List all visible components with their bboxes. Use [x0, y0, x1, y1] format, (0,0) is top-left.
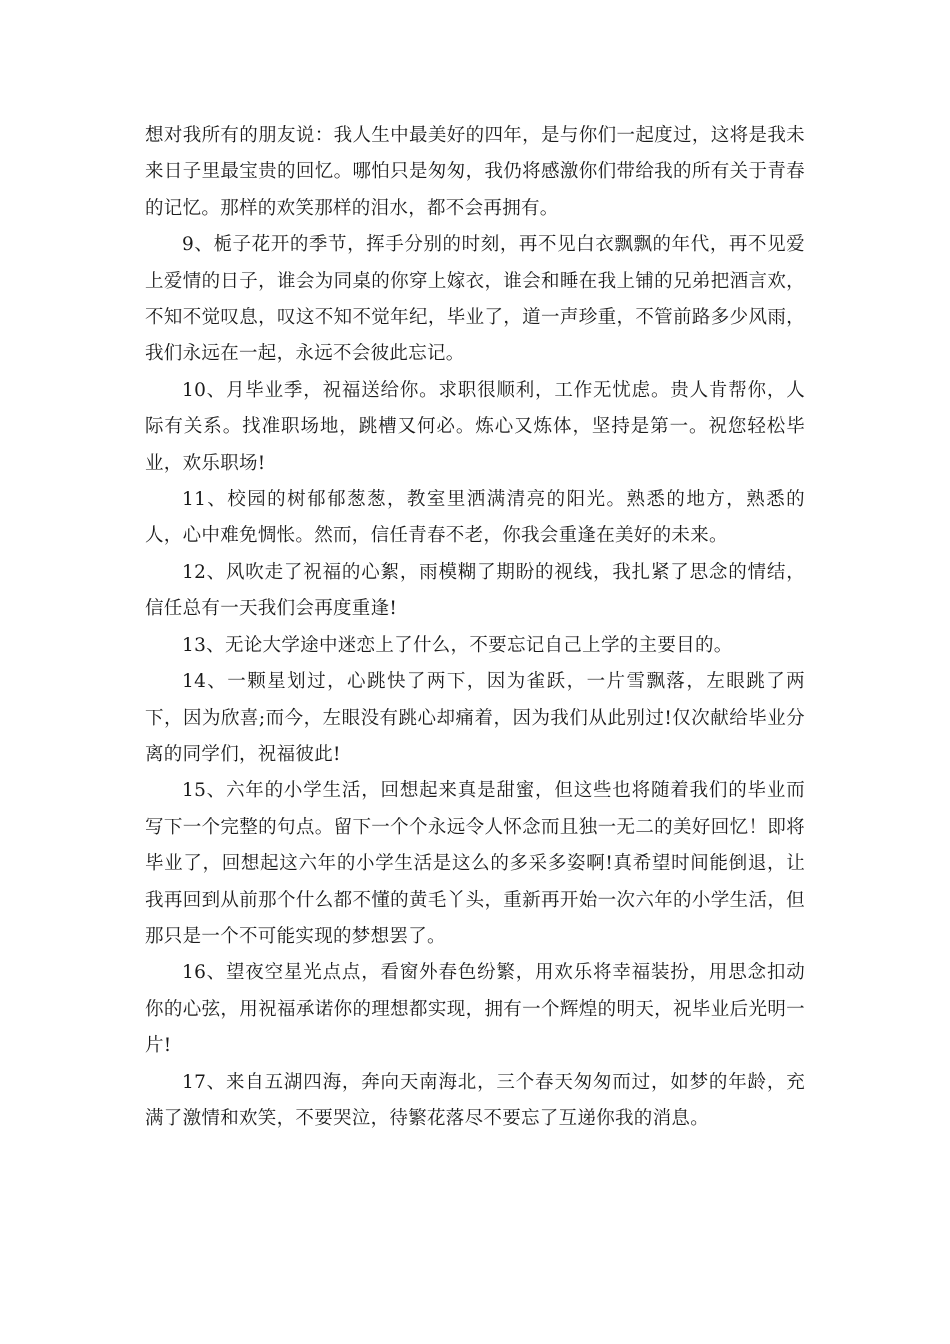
paragraph-item-17: 17、来自五湖四海，奔向天南海北，三个春天匆匆而过，如梦的年龄，充满了激情和欢笑，不要哭泣，待繁花落尽不要忘了互递你我的消息。 [145, 1071, 805, 1129]
paragraph-item-16: 16、望夜空星光点点，看窗外春色纷繁，用欢乐将幸福装扮，用思念扣动你的心弦，用祝福承诺你的理想都实现，拥有一个辉煌的明天，祝毕业后光明一片! [145, 962, 805, 1057]
paragraph-item-10: 10、月毕业季，祝福送给你。求职很顺利，工作无忧虑。贵人肯帮你，人际有关系。找准职场地，跳槽又何必。炼心又炼体，坚持是第一。祝您轻松毕业，欢乐职场! [145, 379, 805, 474]
paragraph-item-14: 14、一颗星划过，心跳快了两下，因为雀跃，一片雪飘落，左眼跳了两下，因为欣喜;而今，左眼没有跳心却痛着，因为我们从此别过!仅次献给毕业分离的同学们，祝福彼此! [145, 671, 805, 765]
paragraph-item-11: 11、校园的树郁郁葱葱，教室里洒满清亮的阳光。熟悉的地方，熟悉的人，心中难免惆怅。然而，信任青春不老，你我会重逢在美好的未来。 [145, 489, 805, 547]
paragraph-item-15: 15、六年的小学生活，回想起来真是甜蜜，但这些也将随着我们的毕业而写下一个完整的句点。留下一个个永远令人怀念而且独一无二的美好回忆！即将毕业了，回想起这六年的小学生活是这么的多采多姿啊!真希望时间能倒退，让我再回到从前那个什么都不懂的黄毛丫头，重新再开始一次六年的小学生活，但那只是一个不可能实现的梦想罢了。 [145, 780, 805, 947]
document-body [145, 118, 805, 1137]
paragraph-item-12: 12、风吹走了祝福的心絮，雨模糊了期盼的视线，我扎紧了思念的情结，信任总有一天我们会再度重逢! [145, 561, 805, 620]
paragraph-item-9: 9、栀子花开的季节，挥手分别的时刻，再不见白衣飘飘的年代，再不见爱上爱情的日子，谁会为同桌的你穿上嫁衣，谁会和睡在我上铺的兄弟把酒言欢，不知不觉叹息，叹这不知不觉年纪，毕业了，道一声珍重，不管前路多少风雨，我们永远在一起，永远不会彼此忘记。 [145, 234, 805, 365]
paragraph-item-13: 13、无论大学途中迷恋上了什么，不要忘记自己上学的主要目的。 [182, 634, 733, 656]
paragraph-continuation: 想对我所有的朋友说：我人生中最美好的四年，是与你们一起度过，这将是我未来日子里最宝贵的回忆。哪怕只是匆匆，我仍将感激你们带给我的所有关于青春的记忆。那样的欢笑那样的泪水，都不会再拥有。 [145, 125, 805, 219]
